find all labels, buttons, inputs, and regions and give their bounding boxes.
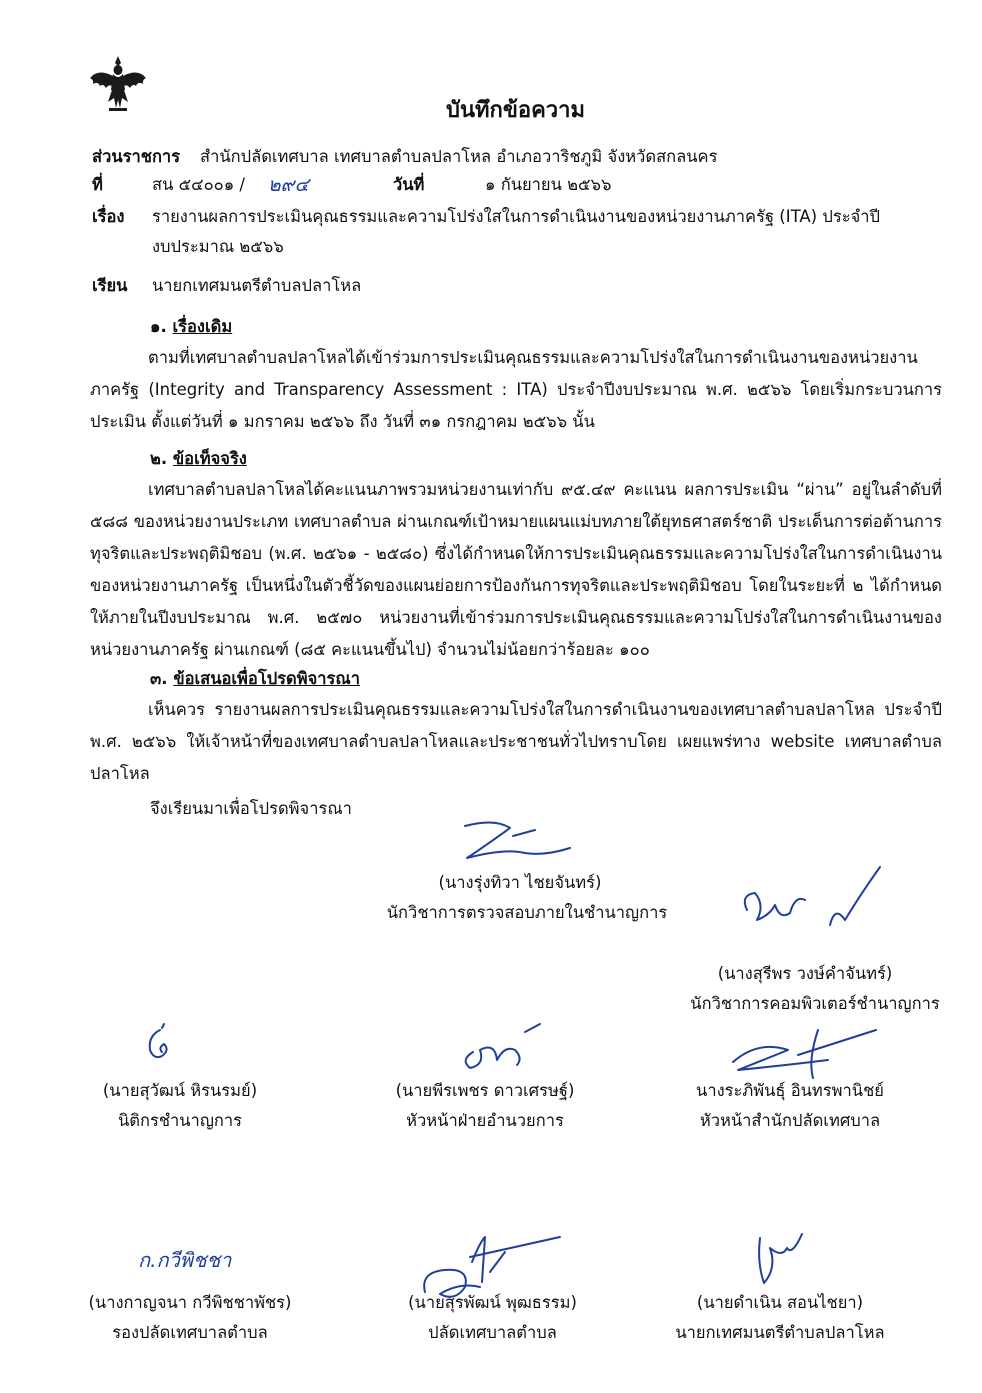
signatory-5-position: หัวหน้าสำนักปลัดเทศบาล bbox=[699, 1111, 881, 1130]
signatory-2-name: (นางสุรีพร วงษ์คำจันทร์) bbox=[717, 964, 893, 983]
signatory-2-position: นักวิชาการคอมพิวเตอร์ชำนาญการ bbox=[690, 994, 940, 1013]
signature-2-icon bbox=[735, 865, 885, 940]
signature-5-icon bbox=[728, 1020, 878, 1080]
document-no-value: สน ๕๔๐๐๑ / bbox=[152, 175, 245, 194]
agency-value: สำนักปลัดเทศบาล เทศบาลตำบลปลาโหล อำเภอวาริชภูมิ จังหวัดสกลนคร bbox=[200, 147, 718, 166]
signatory-6-position: รองปลัดเทศบาลตำบล bbox=[112, 1323, 268, 1342]
section-1-heading bbox=[150, 316, 232, 338]
garuda-emblem-icon bbox=[88, 50, 148, 116]
closing-line: จึงเรียนมาเพื่อโปรดพิจารณา bbox=[150, 799, 352, 818]
signatory-4-position: หัวหน้าฝ่ายอำนวยการ bbox=[406, 1111, 564, 1130]
signature-4-icon bbox=[455, 1020, 545, 1075]
section-3-number: ๓. bbox=[150, 669, 168, 688]
signatory-1-position: นักวิชาการตรวจสอบภายในชำนาญการ bbox=[386, 903, 668, 922]
document-no-label: ที่ bbox=[92, 175, 103, 194]
signatory-4-name: (นายพีรเพชร ดาวเศรษฐ์) bbox=[395, 1081, 575, 1100]
signatory-7-position: ปลัดเทศบาลตำบล bbox=[428, 1323, 557, 1342]
document-no-handwritten: ๒๙๔ bbox=[268, 174, 309, 196]
signature-3-icon bbox=[140, 1022, 180, 1064]
memo-title: บันทึกข้อความ bbox=[446, 98, 586, 123]
section-2-heading bbox=[150, 448, 247, 470]
section-3-body: เห็นควร รายงานผลการประเมินคุณธรรมและความโปร่งใสในการดำเนินงานของเทศบาลตำบลปลาโหล ประจำปี พ.ศ. ๒๕๖๖ ให้เจ้าหน้าที่ของเทศบาลตำบลปลาโหลและประชาชนทั่วไปทราบโดย เผยแพร่ทาง website เทศบาลตำบลปลาโหล bbox=[90, 700, 942, 783]
subject-line-1: รายงานผลการประเมินคุณธรรมและความโปร่งใสในการดำเนินงานของหน่วยงานภาครัฐ (ITA) ประจำปี bbox=[152, 207, 880, 226]
signature-6-text: ก.กวีพิชชา bbox=[138, 1248, 232, 1272]
signatory-7-name: (นายสุรพัฒน์ พุฒธรรม) bbox=[408, 1293, 577, 1312]
signatory-1-name: (นางรุ่งทิวา ไชยจันทร์) bbox=[438, 873, 602, 892]
date-label: วันที่ bbox=[393, 175, 425, 194]
signatory-8-position: นายกเทศมนตรีตำบลปลาโหล bbox=[675, 1323, 885, 1342]
section-1-number: ๑. bbox=[150, 317, 167, 336]
signatory-8-name: (นายดำเนิน สอนไชยา) bbox=[696, 1293, 864, 1312]
section-1-title: เรื่องเดิม bbox=[172, 317, 233, 336]
date-value: ๑ กันยายน ๒๕๖๖ bbox=[485, 175, 612, 194]
signatory-5-name: นางระภิพันธุ์ อินทรพานิชย์ bbox=[696, 1081, 884, 1100]
signature-8-icon bbox=[752, 1228, 812, 1288]
section-3-heading bbox=[150, 668, 360, 690]
agency-label: ส่วนราชการ bbox=[92, 147, 181, 166]
section-1-body: ตามที่เทศบาลตำบลปลาโหลได้เข้าร่วมการประเมินคุณธรรมและความโปร่งใสในการดำเนินงานของหน่วยงานภาครัฐ (Integrity and Transparency Assessment : ITA) ประจำปีงบประมาณ พ.ศ. ๒๕๖๖ โดยเริ่มกระบวนการประเมิน ตั้งแต่วันที่ ๑ มกราคม ๒๕๖๖ ถึง วันที่ ๓๑ กรกฎาคม ๒๕๖๖ นั้น bbox=[90, 348, 942, 431]
signatory-3-name: (นายสุวัฒน์ หิรนรมย์) bbox=[102, 1081, 258, 1100]
to-label: เรียน bbox=[92, 276, 128, 295]
section-2-number: ๒. bbox=[150, 449, 168, 468]
signatory-3-position: นิติกรชำนาญการ bbox=[117, 1111, 243, 1130]
section-3-title: ข้อเสนอเพื่อโปรดพิจารณา bbox=[173, 669, 360, 688]
signatory-6-name: (นางกาญจนา กวีพิชชาพัชร) bbox=[88, 1293, 292, 1312]
subject-label: เรื่อง bbox=[92, 207, 125, 226]
to-value: นายกเทศมนตรีตำบลปลาโหล bbox=[152, 276, 362, 295]
signature-1-icon bbox=[455, 818, 575, 868]
subject-line-2: งบประมาณ ๒๕๖๖ bbox=[152, 237, 284, 256]
section-2-body: เทศบาลตำบลปลาโหลได้คะแนนภาพรวมหน่วยงานเท่ากับ ๙๕.๔๙ คะแนน ผลการประเมิน “ผ่าน” อยู่ในลำดับที่ ๕๘๘ ของหน่วยงานประเภท เทศบาลตำบล ผ่านเกณฑ์เป้าหมายแผนแม่บทภายใต้ยุทธศาสตร์ชาติ ประเด็นการต่อต้านการทุจริตและประพฤติมิชอบ (พ.ศ. ๒๕๖๑ - ๒๕๘๐) ซึ่งได้กำหนดให้การประเมินคุณธรรมและความโปร่งใสในการดำเนินงานของหน่วยงานภาครัฐ เป็นหนึ่งในตัวชี้วัดของแผนย่อยการป้องกันการทุจริตและประพฤติมิชอบ โดยในระยะที่ ๒ ได้กำหนดให้ภายในปีงบประมาณ พ.ศ. ๒๕๗๐ หน่วยงานที่เข้าร่วมการประเมินคุณธรรมและความโปร่งใสในการดำเนินงานของหน่วยงานภาครัฐ ผ่านเกณฑ์ (๘๕ คะแนนขึ้นไป) จำนวนไม่น้อยกว่าร้อยละ ๑๐๐ bbox=[90, 480, 942, 659]
section-2-title: ข้อเท็จจริง bbox=[172, 449, 247, 468]
